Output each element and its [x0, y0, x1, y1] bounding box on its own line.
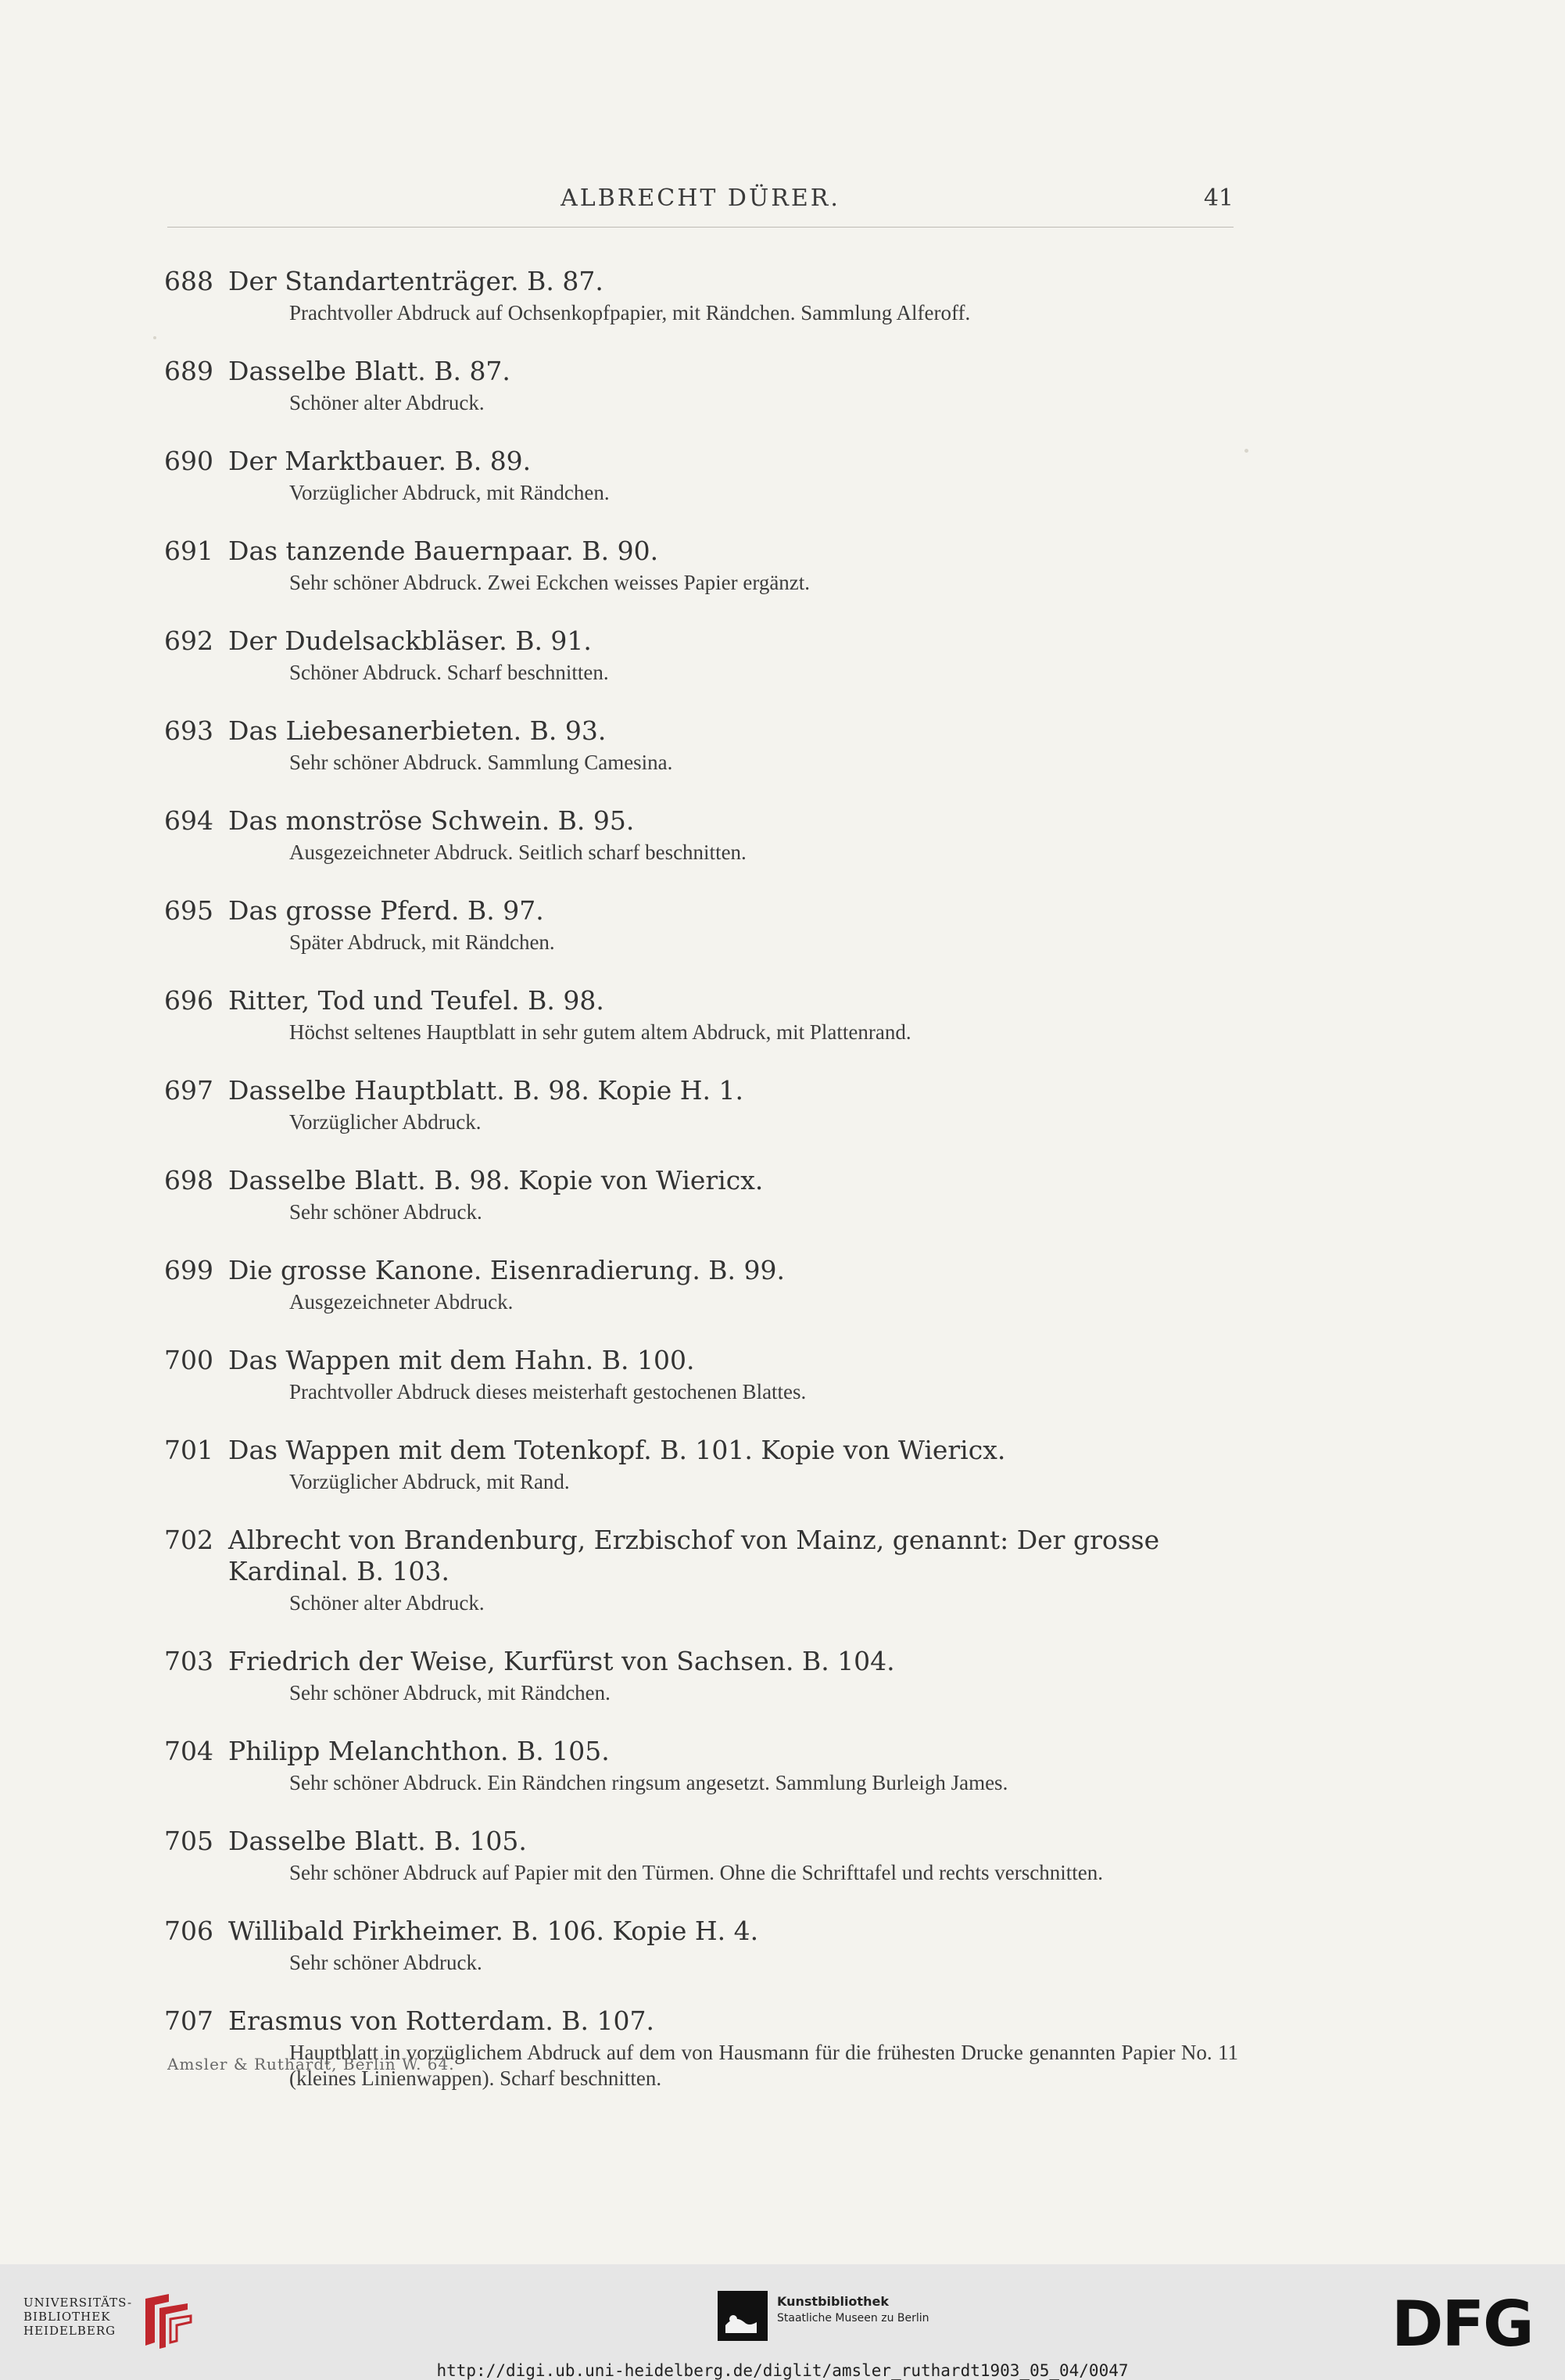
catalog-entry	[164, 1525, 1238, 1616]
catalog-entry	[164, 446, 1238, 506]
entry-heading	[164, 985, 1238, 1016]
entry-heading	[164, 356, 1238, 387]
catalog-entry	[164, 1646, 1238, 1706]
entry-title: Das tanzende Bauernpaar. B. 90.	[228, 536, 659, 566]
entry-heading	[164, 2005, 1238, 2037]
entry-heading	[164, 1165, 1238, 1196]
entry-number: 690	[164, 446, 213, 476]
entry-description: Prachtvoller Abdruck auf Ochsenkopfpapier, mit Rändchen. Sammlung Alferoff.	[289, 301, 971, 324]
entry-heading	[164, 1826, 1238, 1857]
entry-number: 688	[164, 266, 213, 296]
catalog-entry	[164, 625, 1238, 686]
entry-number: 701	[164, 1435, 213, 1465]
catalog-entry	[164, 1826, 1238, 1886]
entry-number: 693	[164, 715, 213, 746]
entry-description: Schöner Abdruck. Scharf beschnitten.	[289, 661, 609, 684]
entry-heading	[164, 536, 1238, 567]
entry-heading	[164, 1916, 1238, 1947]
catalog-entry	[164, 1075, 1238, 1135]
catalog-entry	[164, 805, 1238, 866]
catalog-entry	[164, 1736, 1238, 1796]
entry-title: Ritter, Tod und Teufel. B. 98.	[228, 985, 604, 1016]
printer-imprint: Amsler & Ruthardt, Berlin W. 64.	[167, 2055, 455, 2074]
entry-number: 689	[164, 356, 213, 386]
ub-line-1: UNIVERSITÄTS-	[23, 2296, 133, 2310]
entry-heading	[164, 1075, 1238, 1106]
entry-title: Das Wappen mit dem Totenkopf. B. 101. Kopie von Wiericx.	[228, 1435, 1006, 1465]
catalog-entry	[164, 266, 1238, 326]
entry-title: Die grosse Kanone. Eisenradierung. B. 99.	[228, 1255, 786, 1285]
entry-description: Hauptblatt in vorzüglichem Abdruck auf dem von Hausmann für die frühesten Drucke genannten Papier No. 11 (kleines Linienwappen). Scharf beschnitten.	[289, 2041, 1238, 2090]
catalog-entry	[164, 715, 1238, 776]
ub-line-3: HEIDELBERG	[23, 2324, 116, 2338]
entry-title: Willibald Pirkheimer. B. 106. Kopie H. 4.	[228, 1916, 759, 1946]
entry-number: 698	[164, 1165, 213, 1195]
logo-band	[0, 2274, 1565, 2360]
entry-number: 691	[164, 536, 213, 566]
entry-number: 703	[164, 1646, 213, 1676]
entry-heading	[164, 1736, 1238, 1767]
entry-title: Der Dudelsackbläser. B. 91.	[228, 625, 592, 656]
entry-number: 697	[164, 1075, 213, 1106]
entry-heading	[164, 715, 1238, 747]
entry-heading	[164, 1345, 1238, 1376]
entry-description: Vorzüglicher Abdruck.	[289, 1110, 482, 1134]
entry-description: Höchst seltenes Hauptblatt in sehr gutem altem Abdruck, mit Plattenrand.	[289, 1020, 911, 1044]
entry-description: Ausgezeichneter Abdruck. Seitlich scharf beschnitten.	[289, 841, 747, 864]
paper-spot	[153, 336, 156, 339]
entry-description: Später Abdruck, mit Rändchen.	[289, 930, 555, 954]
entry-description: Schöner alter Abdruck.	[289, 391, 485, 414]
dfg-logo[interactable]: DFG	[1391, 2288, 1533, 2360]
entry-title: Der Marktbauer. B. 89.	[228, 446, 532, 476]
catalog-entry	[164, 1255, 1238, 1315]
page-number: 41	[1203, 185, 1234, 212]
entry-title: Friedrich der Weise, Kurfürst von Sachsen. B. 104.	[228, 1646, 895, 1676]
entry-title: Dasselbe Hauptblatt. B. 98. Kopie H. 1.	[228, 1075, 743, 1106]
entry-title: Das monströse Schwein. B. 95.	[228, 805, 635, 836]
entry-number: 704	[164, 1736, 213, 1766]
entry-number: 695	[164, 895, 213, 926]
entry-heading	[164, 1525, 1238, 1587]
header-title: ALBRECHT DÜRER.	[560, 185, 840, 212]
entry-number: 696	[164, 985, 213, 1016]
entry-title: Das Liebesanerbieten. B. 93.	[228, 715, 607, 746]
entry-title: Der Standartenträger. B. 87.	[228, 266, 603, 296]
entry-heading	[164, 1255, 1238, 1286]
entry-description: Sehr schöner Abdruck.	[289, 1951, 482, 1974]
paper-spot	[1244, 449, 1248, 453]
entry-description: Prachtvoller Abdruck dieses meisterhaft gestochenen Blattes.	[289, 1380, 807, 1403]
kunstbibliothek-mark-icon	[718, 2291, 768, 2341]
entry-description: Schöner alter Abdruck.	[289, 1591, 485, 1615]
entry-description: Vorzüglicher Abdruck, mit Rand.	[289, 1470, 570, 1493]
entry-description: Sehr schöner Abdruck. Ein Rändchen ringsum angesetzt. Sammlung Burleigh James.	[289, 1771, 1008, 1794]
catalog-entry	[164, 536, 1238, 596]
kunstbibliothek-text	[777, 2294, 980, 2324]
entry-number: 702	[164, 1525, 213, 1555]
entry-number: 706	[164, 1916, 213, 1946]
entry-title: Dasselbe Blatt. B. 98. Kopie von Wiericx.	[228, 1165, 764, 1195]
catalog-entry	[164, 1165, 1238, 1225]
entry-heading	[164, 805, 1238, 837]
entry-number: 692	[164, 625, 213, 656]
entry-description: Vorzüglicher Abdruck, mit Rändchen.	[289, 481, 610, 504]
entry-description: Sehr schöner Abdruck auf Papier mit den Türmen. Ohne die Schrifttafel und rechts verschnitten.	[289, 1861, 1103, 1884]
entry-number: 707	[164, 2005, 213, 2036]
entry-description: Sehr schöner Abdruck. Zwei Eckchen weisses Papier ergänzt.	[289, 571, 811, 594]
entry-heading	[164, 1646, 1238, 1677]
entry-heading	[164, 446, 1238, 477]
entry-description: Sehr schöner Abdruck.	[289, 1200, 482, 1224]
ub-line-2: BIBLIOTHEK	[23, 2310, 111, 2324]
entry-title: Albrecht von Brandenburg, Erzbischof von Mainz, genannt: Der grosse Kardinal. B. 103.	[228, 1525, 1160, 1586]
catalog-entries	[164, 266, 1238, 2121]
catalog-entry	[164, 2005, 1238, 2091]
running-header	[167, 185, 1234, 231]
entry-title: Philipp Melanchthon. B. 105.	[228, 1736, 610, 1766]
entry-description: Sehr schöner Abdruck. Sammlung Camesina.	[289, 751, 673, 774]
entry-title: Dasselbe Blatt. B. 87.	[228, 356, 510, 386]
entry-number: 705	[164, 1826, 213, 1856]
catalog-entry	[164, 1916, 1238, 1976]
entry-title: Das grosse Pferd. B. 97.	[228, 895, 544, 926]
digitization-footer	[0, 2264, 1565, 2380]
entry-number: 699	[164, 1255, 213, 1285]
ub-heidelberg-logo[interactable]	[23, 2296, 132, 2338]
entry-description: Ausgezeichneter Abdruck.	[289, 1290, 514, 1314]
entry-title: Dasselbe Blatt. B. 105.	[228, 1826, 527, 1856]
catalog-entry	[164, 1345, 1238, 1405]
kunstbibliothek-subtitle: Staatliche Museen zu Berlin	[777, 2312, 929, 2324]
catalog-entry	[164, 356, 1238, 416]
entry-number: 700	[164, 1345, 213, 1375]
catalog-entry	[164, 895, 1238, 955]
entry-title: Das Wappen mit dem Hahn. B. 100.	[228, 1345, 695, 1375]
catalog-entry	[164, 1435, 1238, 1495]
entry-heading	[164, 266, 1238, 297]
header-rule	[167, 227, 1234, 228]
catalog-entry	[164, 985, 1238, 1045]
entry-heading	[164, 625, 1238, 657]
kunstbibliothek-title: Kunstbibliothek	[777, 2294, 889, 2309]
permalink-url[interactable]: http://digi.ub.uni-heidelberg.de/diglit/amsler_ruthardt1903_05_04/0047	[436, 2361, 1129, 2380]
entry-description: Sehr schöner Abdruck, mit Rändchen.	[289, 1681, 611, 1704]
ub-mark-icon	[139, 2292, 194, 2349]
entry-number: 694	[164, 805, 213, 836]
entry-heading	[164, 1435, 1238, 1466]
entry-title: Erasmus von Rotterdam. B. 107.	[228, 2005, 655, 2036]
entry-heading	[164, 895, 1238, 927]
